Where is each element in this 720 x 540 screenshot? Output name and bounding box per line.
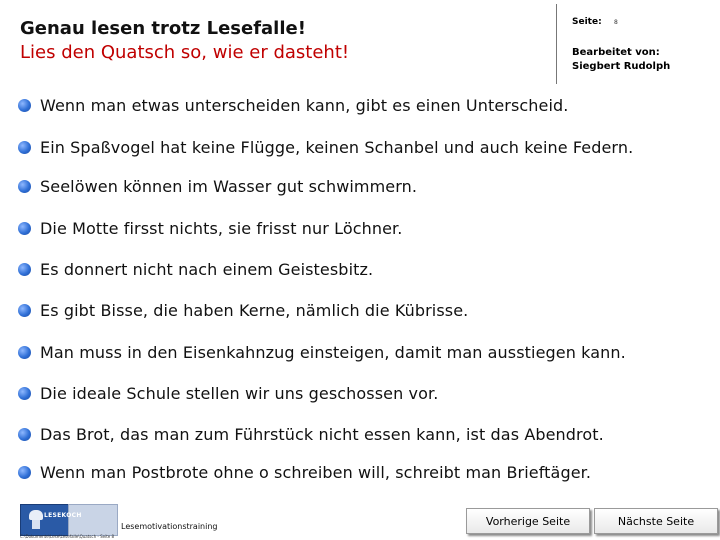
list-item-text: Man muss in den Eisenkahnzug einsteigen, damit man ausstiegen kann. (40, 342, 626, 362)
bullet-icon (18, 222, 31, 235)
list-item (18, 135, 633, 159)
bullet-icon (18, 263, 31, 276)
page-title: Genau lesen trotz Lesefalle! (20, 18, 306, 39)
list-item-text: Wenn man Postbrote ohne o schreiben will, schreibt man Brieftäger. (40, 462, 592, 482)
list-item-text: Die Motte firsst nichts, sie frisst nur Löchner. (40, 218, 403, 238)
logo (20, 504, 70, 536)
logo-text: LESEKOCH (44, 512, 82, 519)
bullet-icon (18, 141, 31, 154)
list-item-text: Es donnert nicht nach einem Geistesbitz. (40, 259, 374, 279)
file-path: C:\Dokumente\Lese\Lesefalle\Quatsch - Seite 8 (20, 534, 115, 539)
list-item (18, 93, 568, 117)
list-item-text: Seelöwen können im Wasser gut schwimmern. (40, 176, 418, 196)
list-item-text: Ein Spaßvogel hat keine Flügge, keinen Schanbel und auch keine Federn. (40, 137, 634, 157)
list-item-text: Wenn man etwas unterscheiden kann, gibt es einen Unterscheid. (40, 95, 569, 115)
list-item-text: Es gibt Bisse, die haben Kerne, nämlich die Kübrisse. (40, 300, 469, 320)
list-item (18, 340, 626, 364)
list-item-text: Die ideale Schule stellen wir uns geschossen vor. (40, 383, 439, 403)
chef-icon (32, 520, 40, 529)
bullet-icon (18, 180, 31, 193)
next-page-button[interactable]: Nächste Seite (594, 508, 718, 534)
list-item (18, 257, 373, 281)
bullet-icon (18, 387, 31, 400)
list-item (18, 298, 468, 322)
list-item (18, 422, 604, 446)
previous-page-button[interactable]: Vorherige Seite (466, 508, 590, 534)
chef-hat-icon (29, 510, 43, 520)
bullet-icon (18, 346, 31, 359)
bullet-icon (18, 466, 31, 479)
page-label: Seite: (572, 17, 602, 27)
bullet-icon (18, 304, 31, 317)
bullet-icon (18, 99, 31, 112)
editor-name: Siegbert Rudolph (572, 61, 671, 72)
list-item (18, 381, 438, 405)
list-item-text: Das Brot, das man zum Führstück nicht essen kann, ist das Abendrot. (40, 424, 604, 444)
list-item (18, 174, 417, 198)
logo-banner (68, 504, 118, 536)
header-divider (556, 4, 557, 84)
training-label: Lesemotivationstraining (121, 522, 218, 531)
list-item (18, 460, 591, 484)
header (0, 0, 720, 90)
page-number: 8 (614, 19, 618, 26)
list-item (18, 216, 402, 240)
editor-label: Bearbeitet von: (572, 47, 660, 58)
bullet-icon (18, 428, 31, 441)
page-subtitle: Lies den Quatsch so, wie er dasteht! (20, 42, 350, 63)
